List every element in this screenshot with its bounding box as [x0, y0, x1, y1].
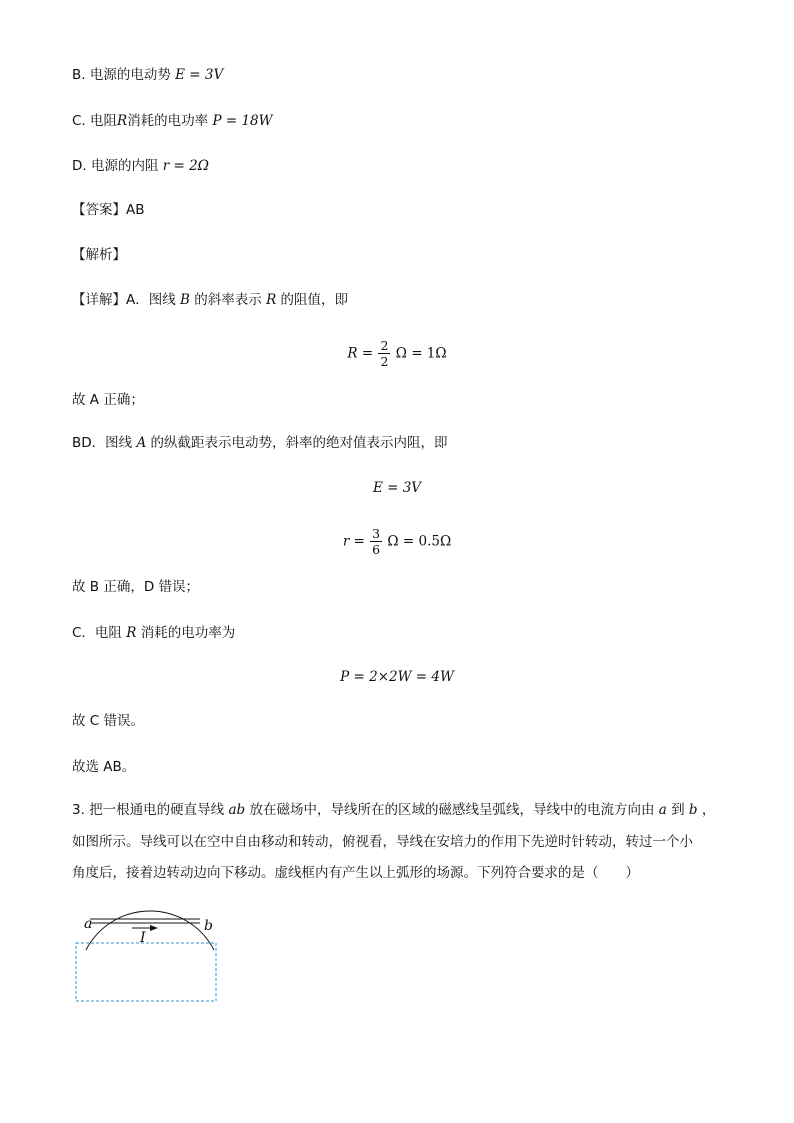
- q3-line1-d: ，: [701, 802, 716, 818]
- detail-text-2: 的斜率表示: [194, 292, 262, 308]
- choose-line: 故选 AB。: [72, 759, 136, 775]
- q3-var-a: a: [658, 802, 667, 818]
- detail-text-3: 的阻值，即: [280, 292, 349, 308]
- option-d-expr: r = 2Ω: [162, 158, 209, 174]
- q3-var-b: b: [688, 802, 698, 818]
- option-b-expr: E = 3V: [175, 67, 224, 83]
- eq1-denominator: 2: [380, 354, 389, 369]
- question-3-line-1: [72, 800, 715, 820]
- eq1-rhs: Ω = 1Ω: [395, 345, 447, 362]
- bd-text-2: 的纵截距表示电动势，斜率的绝对值表示内阻，即: [150, 435, 448, 451]
- answer-value: AB: [126, 202, 145, 218]
- figure-svg: [70, 895, 230, 1005]
- equation-p: P = 2×2W = 4W: [340, 669, 454, 685]
- detail-text-1: A．图线: [126, 292, 176, 308]
- bd-text-1: BD．图线: [72, 435, 133, 451]
- option-b-text: 电源的电动势: [89, 67, 171, 83]
- bd-var-a: A: [136, 435, 147, 451]
- eq1-numerator: 2: [380, 338, 389, 353]
- eq3-fraction: [370, 526, 382, 557]
- eq3-lhs: r =: [342, 533, 365, 550]
- q3-line1-b: 放在磁场中，导线所在的区域的磁感线呈弧线，导线中的电流方向由: [249, 802, 655, 818]
- c-part-var-r: R: [126, 625, 137, 641]
- q3-var-ab: ab: [228, 802, 246, 818]
- answer-line: [72, 200, 145, 220]
- option-c-label: C.: [72, 113, 86, 129]
- answer-tag: 【答案】: [72, 202, 126, 218]
- eq3-denominator: 6: [372, 542, 381, 557]
- detail-line: [72, 290, 348, 310]
- magnetic-field-figure: [70, 895, 230, 1009]
- conclusion-bd: 故 B 正确，D 错误；: [72, 579, 200, 595]
- equation-r-internal: [0, 526, 794, 557]
- equation-r: [0, 338, 794, 369]
- option-b: [72, 65, 223, 85]
- label-current-i: I: [140, 930, 146, 946]
- option-d-text: 电源的内阻: [90, 158, 159, 174]
- question-3-line-3: 角度后，接着边转动边向下移动。虚线框内有产生以上弧形的场源。下列符合要求的是（ ）: [72, 865, 639, 881]
- bd-line: [72, 433, 448, 453]
- analysis-line: [72, 245, 126, 265]
- equation-e: E = 3V: [372, 480, 422, 496]
- option-c: [72, 111, 273, 131]
- c-part-text-1: C．电阻: [72, 625, 122, 641]
- q3-line1-c: 到: [671, 802, 685, 818]
- eq1-lhs: R =: [347, 345, 374, 362]
- eq3-rhs: Ω = 0.5Ω: [387, 533, 452, 550]
- option-d: [72, 156, 209, 176]
- option-b-label: B.: [72, 67, 86, 83]
- eq1-fraction: [378, 338, 390, 369]
- q3-line1-a: 3. 把一根通电的硬直导线: [72, 802, 225, 818]
- detail-var-b: B: [180, 292, 190, 308]
- option-c-text-2: 消耗的电功率: [127, 113, 209, 129]
- c-part-line: [72, 623, 235, 643]
- detail-var-r: R: [266, 292, 277, 308]
- c-part-text-2: 消耗的电功率为: [140, 625, 236, 641]
- detail-tag: 【详解】: [72, 292, 126, 308]
- option-c-text-1: 电阻: [90, 113, 118, 129]
- question-3-line-2: 如图所示。导线可以在空中自由移动和转动，俯视看，导线在安培力的作用下先逆时针转动，转过一个小: [72, 834, 693, 850]
- analysis-tag: 【解析】: [72, 247, 126, 263]
- option-d-label: D.: [72, 158, 87, 174]
- option-c-expr: P = 18W: [212, 113, 273, 129]
- conclusion-a: 故 A 正确；: [72, 392, 144, 408]
- label-a: a: [84, 916, 93, 932]
- current-arrow-head: [150, 925, 158, 931]
- option-c-var: R: [117, 113, 128, 129]
- dashed-source-box: [76, 943, 216, 1001]
- conclusion-c: 故 C 错误。: [72, 713, 145, 729]
- eq3-numerator: 3: [372, 526, 381, 541]
- label-b: b: [204, 918, 213, 934]
